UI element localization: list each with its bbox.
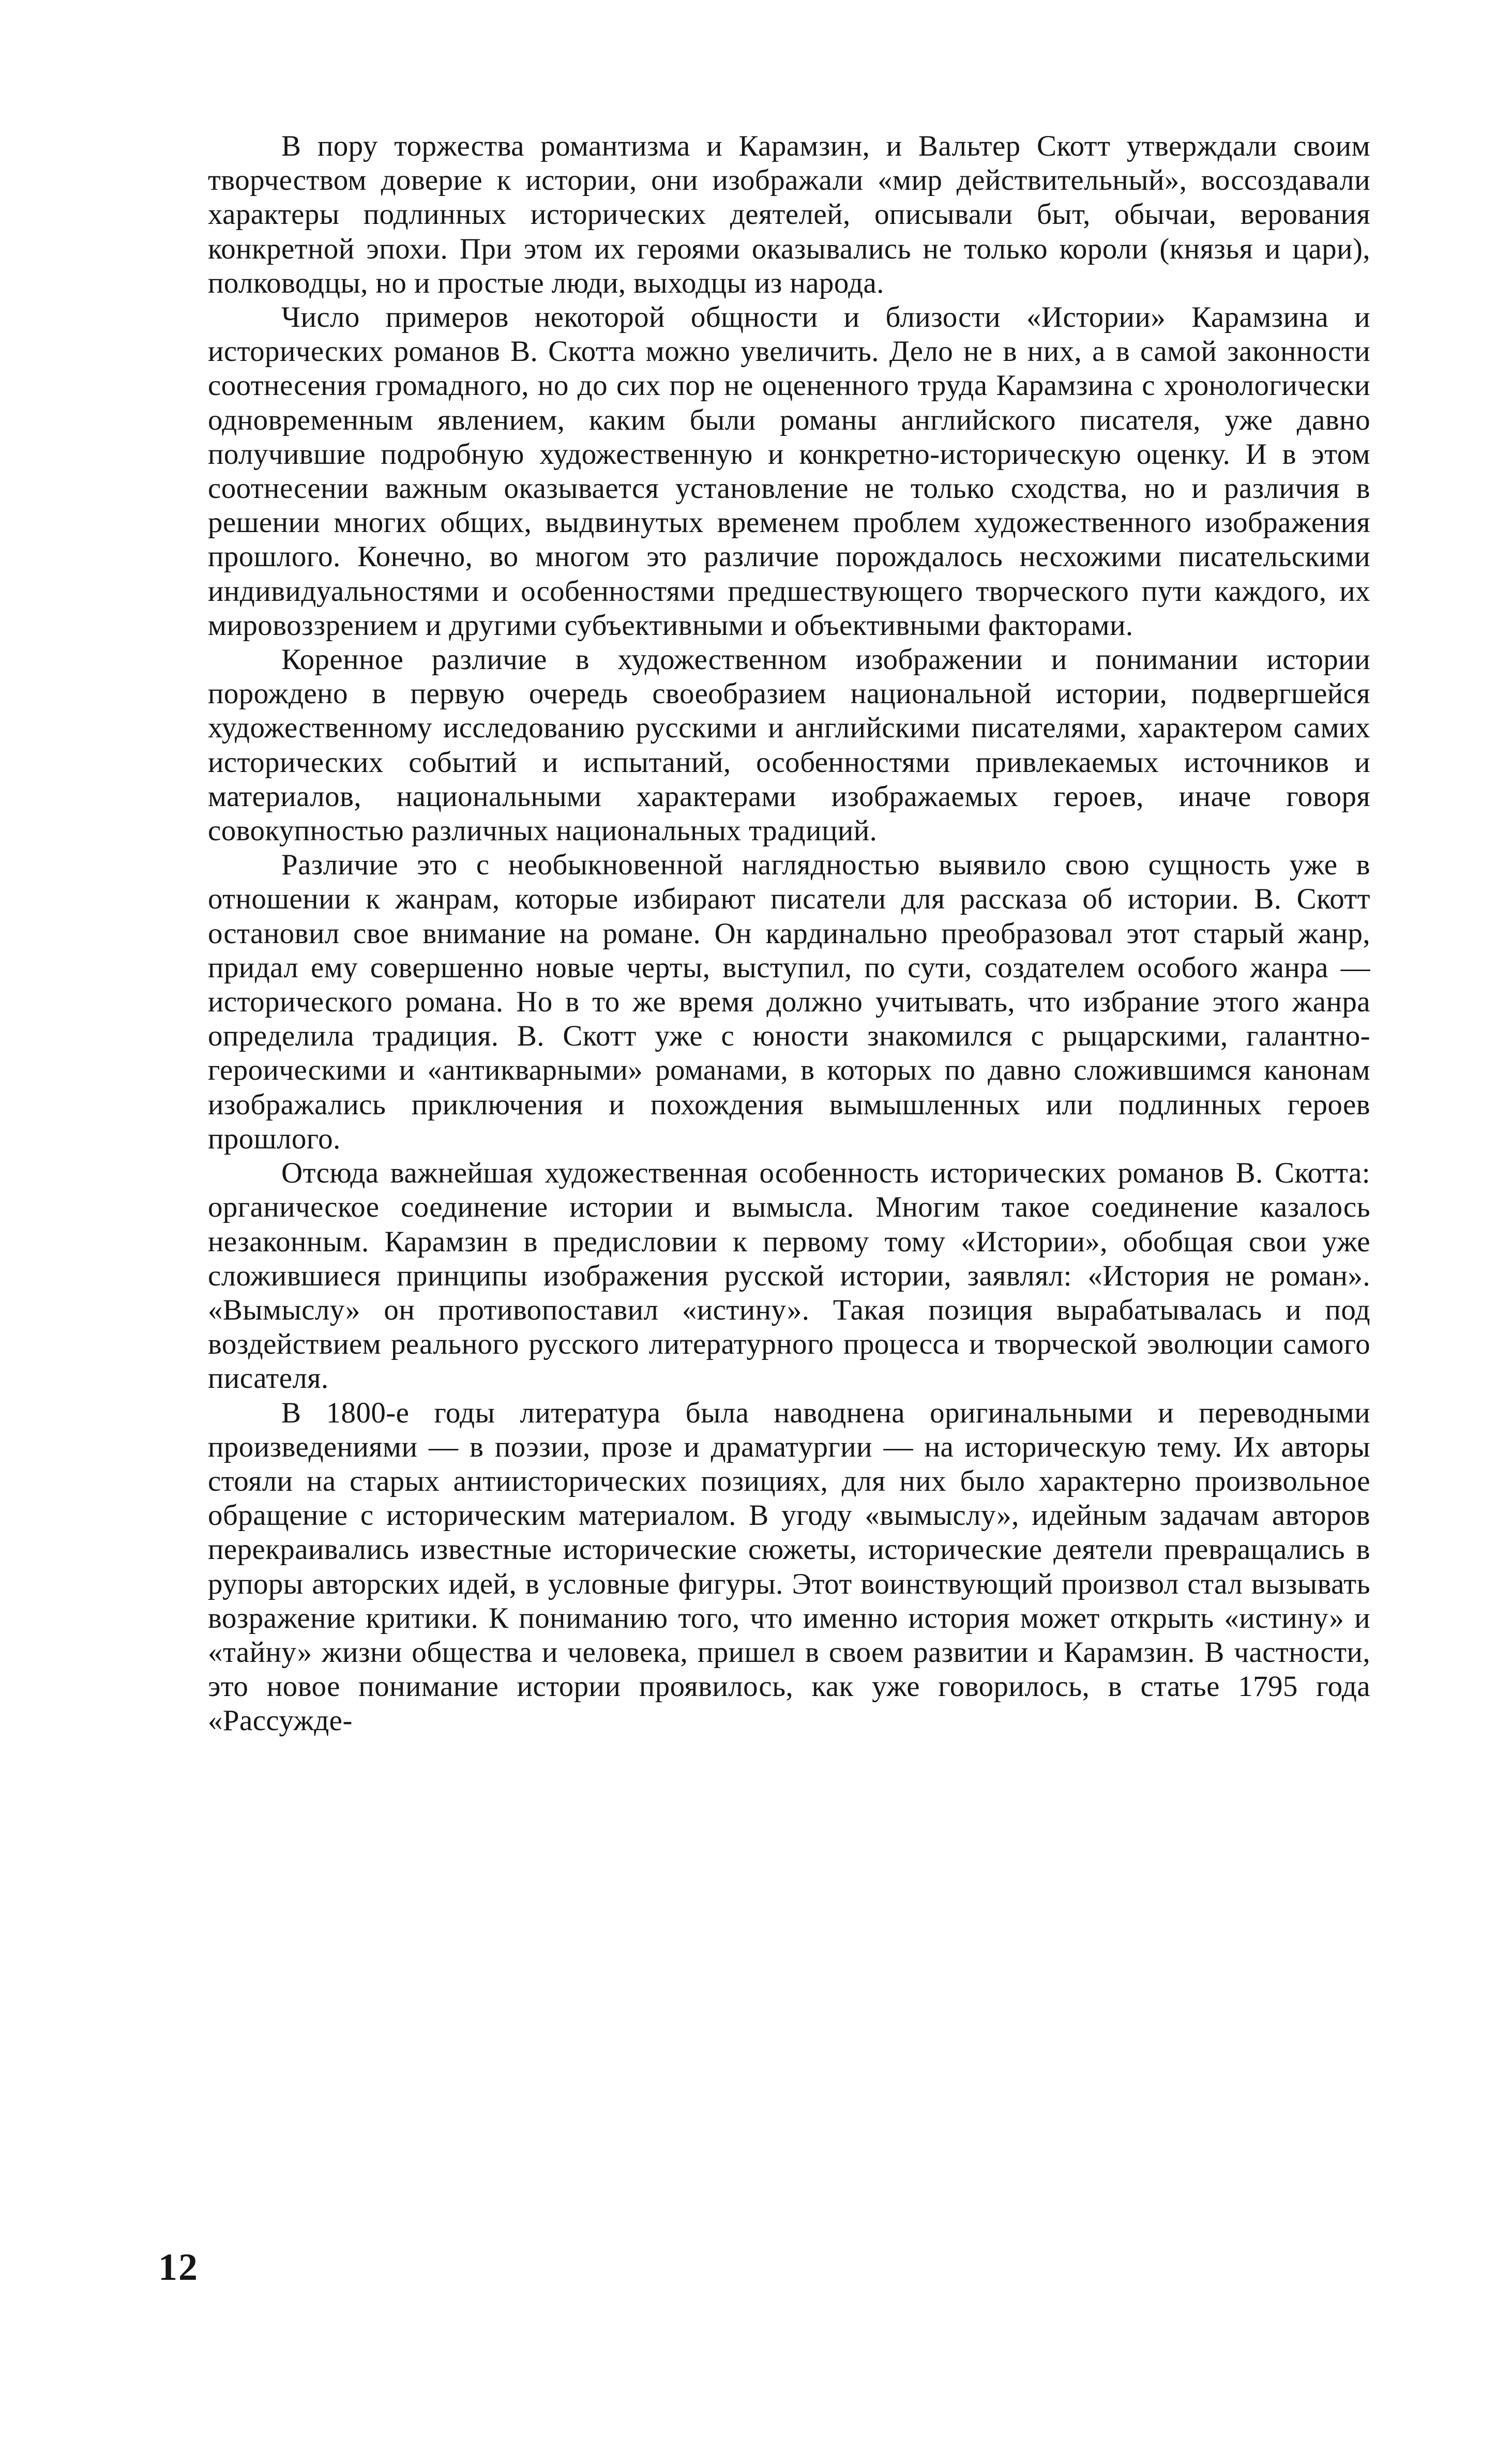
paragraph-2: Число примеров некоторой общности и близости «Истории» Карамзина и исторических романов В. Скотта можно увеличить. Дело не в них, а в самой законности соотнесения громадного, но до сих пор не оцененного труда Карамзина с хронологически одновременным явлением, каким были романы английского писателя, уже давно получившие подробную художественную и конкретно-историческую оценку. И в этом соотнесении важным оказывается установление не только сходства, но и различия в решении многих общих, выдвинутых временем проблем художественного изображения прошлого. Конечно, во многом это различие порождалось несхожими писательскими индивидуальностями и особенностями предшествующего творческого пути каждого, их мировоззрением и другими субъективными и объективными факторами. [208,301,1370,642]
paragraph-3: Коренное различие в художественном изображении и понимании истории порождено в первую очередь своеобразием национальной истории, подвергшейся художественному исследованию русскими и английскими писателями, характером самих исторических событий и испытаний, особенностями привлекаемых источников и материалов, национальными характерами изображаемых героев, иначе говоря совокупностью различных национальных традиций. [208,643,1370,847]
paragraph-6: В 1800-е годы литература была наводнена оригинальными и переводными произведениями — в поэзии, прозе и драматургии — на историческую тему. Их авторы стояли на старых антиисторических позициях, для них было характерно произвольное обращение с историческим материалом. В угоду «вымыслу», идейным задачам авторов перекраивались известные исторические сюжеты, исторические деятели превращались в рупоры авторских идей, в условные фигуры. Этот воинствующий произвол стал вызывать возражение критики. К пониманию того, что именно история может открыть «истину» и «тайну» жизни общества и человека, пришел в своем развитии и Карамзин. В частности, это новое понимание истории проявилось, как уже говорилось, в статье 1795 года «Рассужде- [208,1396,1370,1737]
body-text [208,129,1370,1738]
paragraph-1: В пору торжества романтизма и Карамзин, и Вальтер Скотт утверждали своим творчеством доверие к истории, они изображали «мир действительный», воссоздавали характеры подлинных исторических деятелей, описывали быт, обычаи, верования конкретной эпохи. При этом их героями оказывались не только короли (князья и цари), полководцы, но и простые люди, выходцы из народа. [208,130,1370,299]
paragraph-5: Отсюда важнейшая художественная особенность исторических романов В. Скотта: органическое соединение истории и вымысла. Многим такое соединение казалось незаконным. Карамзин в предисловии к первому тому «Истории», обобщая свои уже сложившиеся принципы изображения русской истории, заявлял: «История не роман». «Вымыслу» он противопоставил «истину». Такая позиция вырабатывалась и под воздействием реального русского литературного процесса и творческой эволюции самого писателя. [208,1157,1370,1395]
page-number: 12 [158,2246,199,2289]
paragraph-4: Различие это с необыкновенной наглядностью выявило свою сущность уже в отношении к жанрам, которые избирают писатели для рассказа об истории. В. Скотт остановил свое внимание на романе. Он кардинально преобразовал этот старый жанр, придал ему совершенно новые черты, выступил, по сути, создателем особого жанра — исторического романа. Но в то же время должно учитывать, что избрание этого жанра определила традиция. В. Скотт уже с юности знакомился с рыцарскими, галантно-героическими и «антикварными» романами, в которых по давно сложившимся канонам изображались приключения и похождения вымышленных или подлинных героев прошлого. [208,849,1370,1155]
